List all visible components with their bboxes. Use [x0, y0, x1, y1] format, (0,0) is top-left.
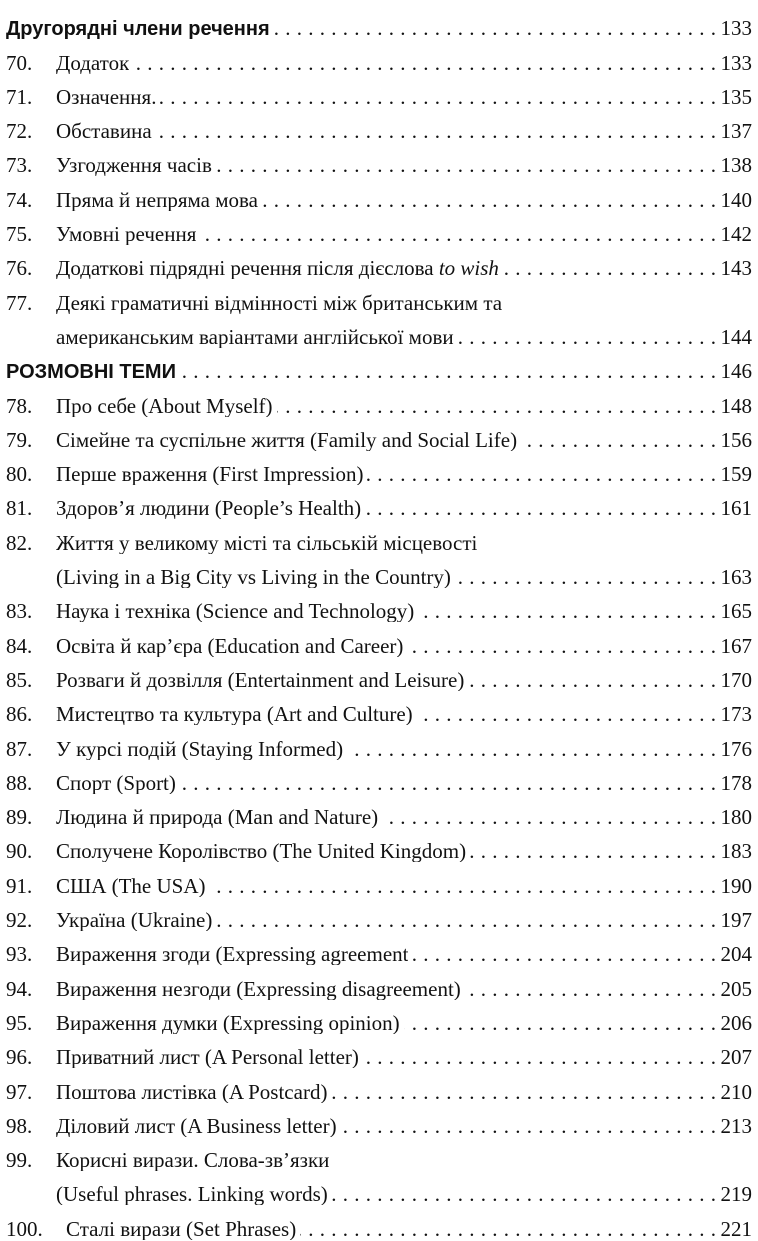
- toc-entry: [6, 485, 752, 519]
- entry-number: 78.: [6, 393, 33, 418]
- dot-leader: [470, 841, 716, 862]
- dot-leader: [156, 121, 717, 142]
- page-number: 138: [720, 153, 752, 178]
- entry-number: 79.: [6, 427, 33, 452]
- entry-number: 95.: [6, 1010, 33, 1035]
- entry-number: 85.: [6, 667, 33, 692]
- entry-number: 88.: [6, 770, 33, 795]
- toc-entry-continuation: [6, 554, 752, 588]
- entry-number: 83.: [6, 599, 33, 624]
- page-number: 210: [720, 1079, 752, 1104]
- entry-title-italic: to wish: [438, 258, 499, 280]
- entry-number: 93.: [6, 942, 33, 967]
- section-title: Другорядні члени речення: [6, 19, 270, 40]
- toc-entry: [6, 1205, 752, 1239]
- page-number: 190: [720, 873, 752, 898]
- dot-leader: [468, 670, 716, 691]
- page-number: 167: [720, 633, 752, 658]
- dot-leader: [274, 18, 717, 39]
- entry-number: 70.: [6, 50, 33, 75]
- page-number: 206: [720, 1010, 752, 1035]
- entry-title: Діловий лист (A Business letter): [56, 1115, 337, 1137]
- dot-leader: [300, 1219, 716, 1240]
- entry-title: Вираження незгоди (Expressing disagreement): [56, 978, 461, 1000]
- toc-entry: [6, 519, 752, 553]
- entry-title: У курсі подій (Staying Informed): [56, 738, 344, 760]
- toc-entry: [6, 1000, 752, 1034]
- page-number: 173: [720, 702, 752, 727]
- dot-leader: [404, 1013, 717, 1034]
- entry-title: Наука і техніка (Science and Technology): [56, 601, 415, 623]
- toc-entry: [6, 176, 752, 210]
- page-number: 221: [720, 1216, 752, 1241]
- toc-entry-continuation: [6, 314, 752, 348]
- entry-number: 92.: [6, 908, 33, 933]
- toc-entry: [6, 622, 752, 656]
- page-number: 161: [720, 496, 752, 521]
- page-number: 204: [720, 942, 752, 967]
- dot-leader: [367, 464, 716, 485]
- entry-title: Вираження згоди (Expressing agreement: [56, 944, 409, 966]
- entry-number: 75.: [6, 222, 33, 247]
- toc-entry: [6, 794, 752, 828]
- entry-title: Здоров’я людини (People’s Health): [56, 498, 362, 520]
- dot-leader: [200, 224, 716, 245]
- entry-title-continued: (Useful phrases. Linking words): [56, 1184, 328, 1206]
- entry-number: 73.: [6, 153, 33, 178]
- page-number: 148: [720, 393, 752, 418]
- toc-section-heading: [6, 5, 752, 39]
- entry-title: Розваги й дозвілля (Entertainment and Leisure): [56, 669, 465, 691]
- entry-title: Вираження думки (Expressing opinion): [56, 1012, 400, 1034]
- entry-number: 89.: [6, 805, 33, 830]
- page-number: 137: [720, 119, 752, 144]
- toc-entry: [6, 245, 752, 279]
- page-number: 197: [720, 908, 752, 933]
- toc-entry: [6, 1034, 752, 1068]
- toc-entry: [6, 862, 752, 896]
- dot-leader: [277, 396, 717, 417]
- dot-leader: [216, 155, 717, 176]
- dot-leader: [341, 1116, 717, 1137]
- dot-leader: [210, 876, 717, 897]
- entry-number: 100.: [6, 1216, 43, 1241]
- dot-leader: [363, 1047, 717, 1068]
- dot-leader: [331, 1082, 716, 1103]
- entry-number: 91.: [6, 873, 33, 898]
- entry-title: Сталі вирази (Set Phrases): [66, 1218, 297, 1240]
- entry-number: 77.: [6, 290, 33, 315]
- entry-title: Перше враження (First Impression): [56, 464, 364, 486]
- page-number: 142: [720, 222, 752, 247]
- entry-number: 94.: [6, 976, 33, 1001]
- entry-number: 72.: [6, 119, 33, 144]
- dot-leader: [262, 190, 717, 211]
- dot-leader: [418, 601, 716, 622]
- entry-number: 99.: [6, 1148, 33, 1173]
- entry-title: Про себе (About Myself): [56, 395, 273, 417]
- dot-leader: [365, 498, 716, 519]
- dot-leader: [465, 979, 717, 1000]
- page-number: 156: [720, 427, 752, 452]
- page-number: 133: [720, 50, 752, 75]
- entry-number: 80.: [6, 462, 33, 487]
- entry-title: Додаток: [56, 52, 130, 74]
- page-number: 176: [720, 736, 752, 761]
- dot-leader: [503, 258, 717, 279]
- entry-title-continued: (Living in a Big City vs Living in the Country): [56, 567, 451, 589]
- page-number: 170: [720, 667, 752, 692]
- page-number: 140: [720, 187, 752, 212]
- entry-number: 76.: [6, 256, 33, 281]
- entry-title: Умовні речення: [56, 224, 197, 246]
- entry-title: Мистецтво та культура (Art and Culture): [56, 704, 413, 726]
- dot-leader: [417, 704, 717, 725]
- page-number: 133: [720, 16, 752, 41]
- dot-leader: [382, 807, 716, 828]
- entry-title: Приватний лист (A Personal letter): [56, 1047, 359, 1069]
- toc-entry: [6, 657, 752, 691]
- entry-number: 81.: [6, 496, 33, 521]
- toc-entry: [6, 828, 752, 862]
- entry-title: Сполучене Королівство (The United Kingdom): [56, 841, 467, 863]
- entry-number: 97.: [6, 1079, 33, 1104]
- page-number: 205: [720, 976, 752, 1001]
- entry-title: Узгодження часів: [56, 155, 212, 177]
- entry-number: 86.: [6, 702, 33, 727]
- page-number: 135: [720, 84, 752, 109]
- toc-entry: [6, 691, 752, 725]
- entry-number: 98.: [6, 1113, 33, 1138]
- entry-title-continued: американським варіантами англійської мови: [56, 326, 454, 348]
- dot-leader: [216, 910, 716, 931]
- page-number: 180: [720, 805, 752, 830]
- page-number: 178: [720, 770, 752, 795]
- entry-title: Деякі граматичні відмінності між британським та: [56, 292, 503, 314]
- entry-number: 84.: [6, 633, 33, 658]
- entry-number: 74.: [6, 187, 33, 212]
- toc-entry: [6, 965, 752, 999]
- entry-title: Обставина: [56, 121, 152, 143]
- entry-title: Пряма й непряма мова: [56, 189, 258, 211]
- entry-title: Людина й природа (Man and Nature): [56, 807, 379, 829]
- dot-leader: [458, 327, 717, 348]
- toc-entry: [6, 108, 752, 142]
- dot-leader: [412, 944, 716, 965]
- toc-entry: [6, 39, 752, 73]
- toc-entry: [6, 382, 752, 416]
- dot-leader: [521, 430, 716, 451]
- entry-title: Корисні вирази. Слова-зв’язки: [56, 1150, 330, 1172]
- toc-entry: [6, 211, 752, 245]
- toc-entry: [6, 1068, 752, 1102]
- dot-leader: [407, 636, 716, 657]
- page-number: 219: [720, 1182, 752, 1207]
- toc-section-heading: [6, 348, 752, 382]
- dot-leader: [133, 53, 716, 74]
- entry-title: Означення.: [56, 86, 157, 108]
- page-number: 144: [720, 324, 752, 349]
- page-number: 143: [720, 256, 752, 281]
- entry-number: 96.: [6, 1045, 33, 1070]
- entry-number: 87.: [6, 736, 33, 761]
- toc-entry: [6, 451, 752, 485]
- page-number: 159: [720, 462, 752, 487]
- entry-title: Освіта й кар’єра (Education and Career): [56, 635, 404, 657]
- entry-title: Сімейне та суспільне життя (Family and Social Life): [56, 429, 518, 451]
- dot-leader: [347, 739, 716, 760]
- toc-entry: [6, 142, 752, 176]
- toc-entry: [6, 1103, 752, 1137]
- toc-entry: [6, 417, 752, 451]
- toc-entry: [6, 725, 752, 759]
- toc-entry: [6, 588, 752, 622]
- entry-title: [56, 258, 499, 279]
- page-number: 213: [720, 1113, 752, 1138]
- entry-title: Життя у великому місті та сільській місцевості: [56, 532, 478, 554]
- dot-leader: [180, 773, 717, 794]
- toc-entry: [6, 74, 752, 108]
- page-number: 146: [720, 359, 752, 384]
- dot-leader: [455, 567, 717, 588]
- toc-entry: [6, 760, 752, 794]
- dot-leader: [160, 87, 716, 108]
- toc-entry: [6, 279, 752, 313]
- entry-title: США (The USA): [56, 875, 206, 897]
- page-number: 165: [720, 599, 752, 624]
- entry-title: Поштова листівка (A Postcard): [56, 1081, 328, 1103]
- entry-number: 82.: [6, 530, 33, 555]
- dot-leader: [332, 1184, 717, 1205]
- toc-entry: [6, 897, 752, 931]
- toc-entry: [6, 931, 752, 965]
- section-title: РОЗМОВНІ ТЕМИ: [6, 362, 176, 383]
- entry-title: Україна (Ukraine): [56, 910, 213, 932]
- entry-number: 90.: [6, 839, 33, 864]
- dot-leader: [180, 361, 717, 382]
- page-number: 163: [720, 565, 752, 590]
- entry-title-text: Додаткові підрядні речення після дієслова: [56, 258, 434, 280]
- page-number: 207: [720, 1045, 752, 1070]
- toc-entry-continuation: [6, 1171, 752, 1205]
- entry-title: Спорт (Sport): [56, 772, 176, 794]
- toc-entry: [6, 1137, 752, 1171]
- page-number: 183: [720, 839, 752, 864]
- entry-number: 71.: [6, 84, 33, 109]
